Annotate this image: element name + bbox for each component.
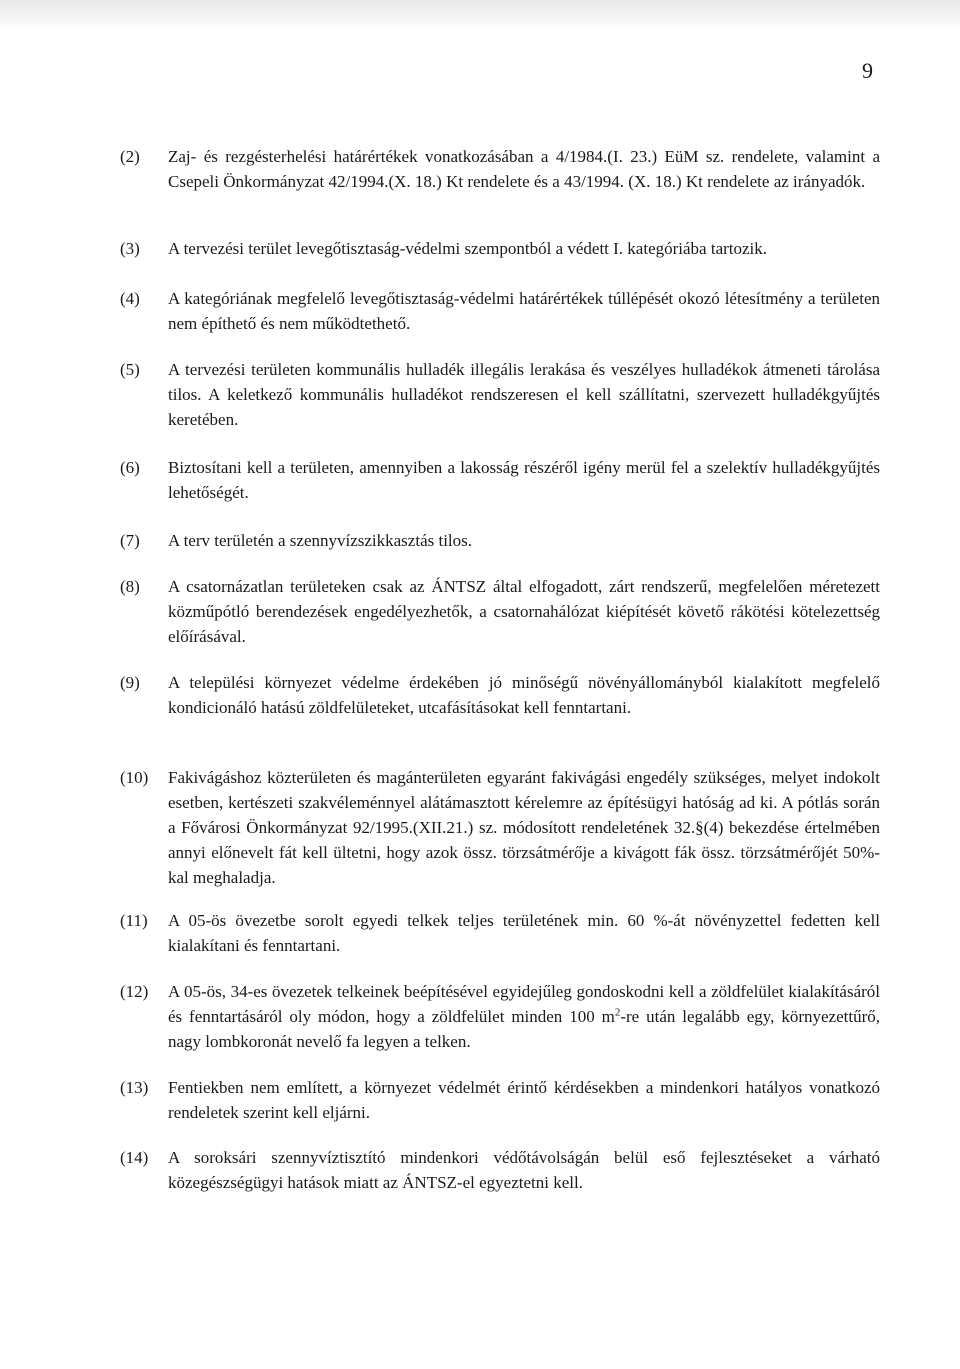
paragraph-number: (7) (120, 531, 140, 550)
paragraph-12 (120, 979, 880, 1054)
paragraph-6 (120, 455, 880, 505)
paragraph-text: Zaj- és rezgésterhelési határértékek vonatkozásában a 4/1984.(I. 23.) EüM sz. rendelete, valamint a Csepeli Önkormányzat 42/1994.(X. 18.) Kt rendelete és a 43/1994. (X. 18.) Kt rendelete az irányadók. (168, 147, 880, 191)
paragraph-text: A terv területén a szennyvízszikkasztás tilos. (168, 531, 473, 550)
paragraph-text: A soroksári szennyvíztisztító mindenkori védőtávolságán belül eső fejlesztéseket a várható közegészségügyi hatások miatt az ÁNTSZ-el egyeztetni kell. (168, 1148, 880, 1192)
paragraph-2 (120, 144, 880, 194)
scan-edge-shadow (0, 0, 960, 30)
paragraph-10 (120, 765, 880, 890)
page-number: 9 (862, 58, 873, 83)
paragraph-number: (9) (120, 673, 140, 692)
paragraph-7 (120, 528, 880, 553)
paragraph-text: A kategóriának megfelelő levegőtisztaság-védelmi határértékek túllépését okozó létesítmény a területen nem építhető és nem működtethető. (168, 289, 880, 333)
superscript-exponent: 2 (614, 1006, 621, 1019)
paragraph-text: A települési környezet védelme érdekében jó minőségű növényállományból kialakított megfelelő kondicionáló hatású zöldfelületeket, utcafásításokat kell fenntartani. (168, 673, 880, 717)
paragraph-number: (5) (120, 360, 140, 379)
paragraph-number: (6) (120, 458, 140, 477)
paragraph-5 (120, 357, 880, 432)
paragraph-8 (120, 574, 880, 649)
paragraph-text (168, 979, 880, 1054)
paragraph-text: Fakivágáshoz közterületen és magánterületen egyaránt fakivágási engedély szükséges, melyet indokolt esetben, kertészeti szakvéleménnyel alátámasztott kérelemre az építésügyi hatóság ad ki. A pótlás során a Fővárosi Önkormányzat 92/1995.(XII.21.) sz. módosított rendeletének 32.§(4) bekezdése értelmében annyi előnevelt fát kell ültetni, hogy azok össz. törzsátmérője a kivágott fák össz. törzsátmérőjét 50%-kal meghaladja. (168, 768, 880, 887)
paragraph-text: A csatornázatlan területeken csak az ÁNTSZ által elfogadott, zárt rendszerű, megfelelően méretezett közműpótló berendezések engedélyezhetők, a csatornahálózat kiépítését követő rákötési kötelezettség előírásával. (168, 577, 880, 646)
paragraph-number: (3) (120, 239, 140, 258)
paragraph-text: A tervezési területen kommunális hulladék illegális lerakása és veszélyes hulladékok átmeneti tárolása tilos. A keletkező kommunális hulladékot rendszeresen el kell szállítatni, szervezett hulladékgyűjtés keretében. (168, 360, 880, 429)
paragraph-number: (12) (120, 982, 149, 1001)
paragraph-text-part-b: -re után legalább egy, környezettűrő, nagy lombkoronát nevelő fa legyen a telken. (168, 1007, 880, 1051)
paragraph-text: Fentiekben nem említett, a környezet védelmét érintő kérdésekben a mindenkori hatályos vonatkozó rendeletek szerint kell eljárni. (168, 1078, 880, 1122)
paragraph-number: (4) (120, 289, 140, 308)
paragraph-number: (10) (120, 768, 149, 787)
paragraph-text: A tervezési terület levegőtisztaság-védelmi szempontból a védett I. kategóriába tartozik. (168, 239, 768, 258)
paragraph-13 (120, 1075, 880, 1125)
paragraph-number: (14) (120, 1148, 149, 1167)
paragraph-3 (120, 236, 880, 261)
paragraph-11 (120, 908, 880, 958)
paragraph-14 (120, 1145, 880, 1195)
paragraph-4 (120, 286, 880, 336)
paragraph-9 (120, 670, 880, 720)
paragraph-text-part-a: A 05-ös, 34-es övezetek telkeinek beépítésével egyidejűleg gondoskodni kell a zöldfelület kialakításáról és fenntartásáról oly módon, hogy a zöldfelület minden 100 m (168, 982, 880, 1026)
paragraph-text: Biztosítani kell a területen, amennyiben a lakosság részéről igény merül fel a szelektív hulladékgyűjtés lehetőségét. (168, 458, 880, 502)
paragraph-number: (2) (120, 147, 140, 166)
paragraph-number: (13) (120, 1078, 149, 1097)
paragraph-number: (11) (120, 911, 148, 930)
paragraph-text: A 05-ös övezetbe sorolt egyedi telkek teljes területének min. 60 %-át növényzettel fedetten kell kialakítani és fenntartani. (168, 911, 880, 955)
paragraph-number: (8) (120, 577, 140, 596)
